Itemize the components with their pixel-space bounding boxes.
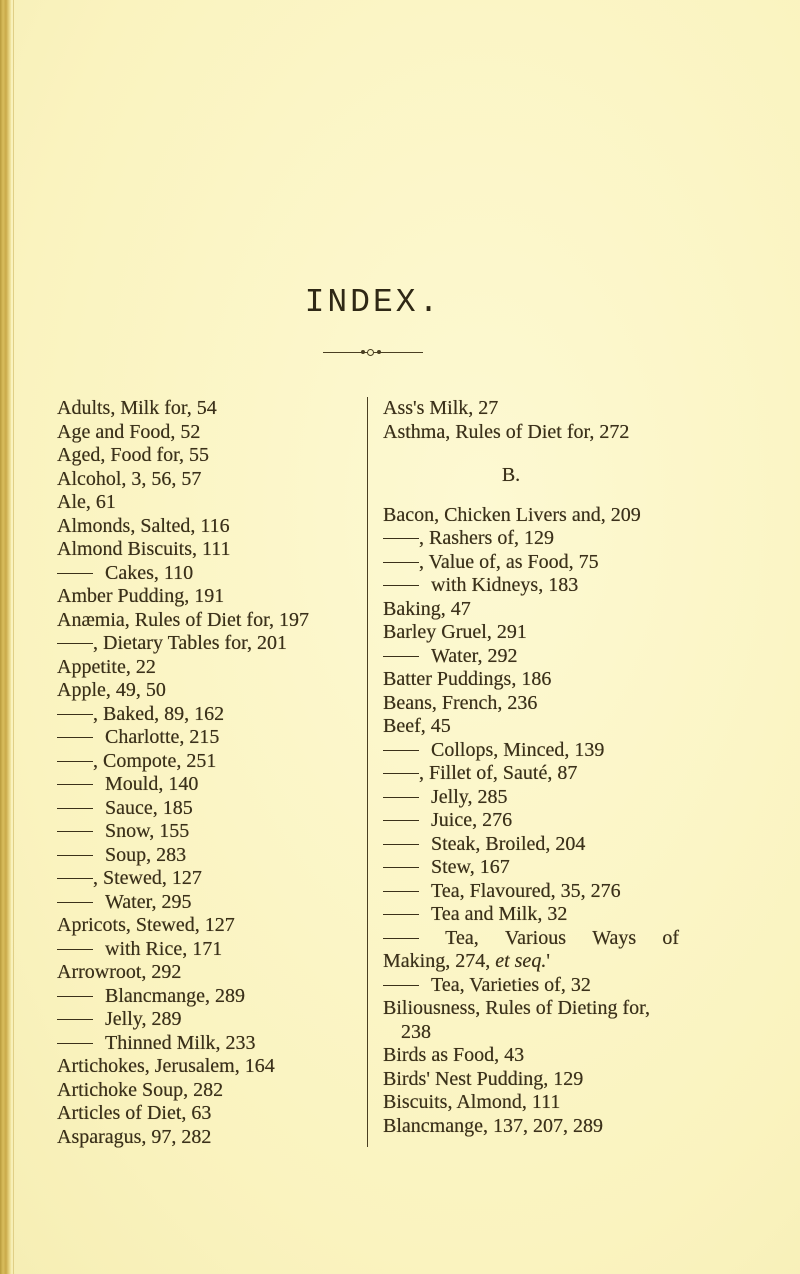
entry-word: Tea, <box>445 926 479 949</box>
entry-text: Sauce, 185 <box>105 796 193 819</box>
index-entry <box>383 527 679 551</box>
ditto-dash <box>383 773 419 774</box>
ditto-dash <box>57 808 93 809</box>
index-entry <box>383 739 679 763</box>
ditto-dash <box>57 878 93 879</box>
ditto-dash <box>383 820 419 821</box>
entry-text: with Kidneys, 183 <box>431 574 579 596</box>
entry-text: Aged, Food for, 55 <box>57 444 209 466</box>
ditto-dash <box>383 844 419 845</box>
index-entry <box>383 997 679 1021</box>
entry-text: Almond Biscuits, 111 <box>57 538 231 560</box>
entry-text: Apricots, Stewed, 127 <box>57 914 235 936</box>
ditto-dash <box>383 867 419 868</box>
title-ornament <box>323 352 423 353</box>
ditto-dash <box>383 538 419 539</box>
entry-text: 238 <box>401 1020 431 1043</box>
index-entry <box>383 809 679 833</box>
index-entry <box>57 562 357 586</box>
index-entry <box>57 656 357 680</box>
entry-text: Collops, Minced, 139 <box>431 738 605 761</box>
index-entry <box>383 1091 679 1115</box>
entry-text: with Rice, 171 <box>105 937 223 960</box>
entry-text: Biscuits, Almond, 111 <box>383 1091 561 1113</box>
entry-text: Asthma, Rules of Diet for, 272 <box>383 420 630 443</box>
index-entry <box>57 844 357 868</box>
index-entry <box>57 1032 357 1056</box>
index-entry <box>383 974 679 998</box>
index-entry <box>383 504 679 528</box>
index-entry <box>383 762 679 786</box>
entry-word: Ways <box>592 926 637 949</box>
entry-text: Tea, Flavoured, 35, 276 <box>431 879 621 902</box>
entry-text: Tea, Varieties of, 32 <box>431 973 591 996</box>
ditto-dash <box>383 750 419 751</box>
entry-text: Jelly, 289 <box>105 1008 182 1030</box>
ditto-dash <box>57 643 93 644</box>
entry-text: Batter Puddings, 186 <box>383 668 552 690</box>
index-column-left <box>57 397 357 1149</box>
ditto-dash <box>57 831 93 832</box>
index-entry <box>383 927 679 951</box>
index-entry <box>383 1044 679 1068</box>
ditto-dash <box>57 784 93 785</box>
index-entry <box>383 692 679 716</box>
entry-text: Water, 292 <box>431 644 518 667</box>
index-entry <box>383 397 679 421</box>
index-entry <box>57 797 357 821</box>
entry-text: Charlotte, 215 <box>105 726 220 748</box>
index-entry <box>57 914 357 938</box>
index-entry <box>57 538 357 562</box>
index-entry <box>383 950 679 974</box>
index-entry <box>57 961 357 985</box>
index-entry <box>383 421 679 445</box>
index-entry <box>383 1115 679 1139</box>
index-entry <box>383 598 679 622</box>
entry-text: Asparagus, 97, 282 <box>57 1125 212 1148</box>
ditto-dash <box>383 938 419 939</box>
index-entry <box>57 515 357 539</box>
index-entry <box>57 1126 357 1150</box>
index-entry <box>383 551 679 575</box>
ditto-dash <box>57 737 93 738</box>
index-column-right <box>383 397 679 1138</box>
entry-text: B. <box>501 464 521 486</box>
entry-text: Cakes, 110 <box>105 561 194 584</box>
entry-text: Thinned Milk, 233 <box>105 1031 256 1054</box>
ditto-dash <box>57 761 93 762</box>
entry-text: Artichoke Soup, 282 <box>57 1078 224 1101</box>
entry-text: , Baked, 89, 162 <box>93 702 225 725</box>
entry-text: Appetite, 22 <box>57 655 156 678</box>
index-entry <box>57 985 357 1009</box>
entry-text: Ale, 61 <box>57 491 116 513</box>
ditto-dash <box>383 914 419 915</box>
index-entry <box>383 856 679 880</box>
ditto-dash <box>383 585 419 586</box>
index-entry <box>383 833 679 857</box>
index-entry <box>383 668 679 692</box>
entry-text: Apple, 49, 50 <box>57 679 166 701</box>
index-entry <box>57 703 357 727</box>
index-entry <box>383 621 679 645</box>
section-heading <box>383 464 679 488</box>
entry-text: Arrowroot, 292 <box>57 961 182 983</box>
index-entry <box>383 645 679 669</box>
entry-word: of <box>662 926 679 949</box>
ditto-dash <box>383 891 419 892</box>
index-entry <box>57 1079 357 1103</box>
entry-text: Blancmange, 137, 207, 289 <box>383 1114 603 1137</box>
entry-text: Blancmange, 289 <box>105 984 245 1007</box>
index-entry <box>57 891 357 915</box>
entry-text: Making, 274, <box>383 950 496 972</box>
column-divider <box>367 397 368 1147</box>
index-entry <box>57 585 357 609</box>
ditto-dash <box>57 902 93 903</box>
index-entry <box>57 867 357 891</box>
entry-text: Beef, 45 <box>383 715 451 737</box>
index-entry <box>57 773 357 797</box>
entry-text: Birds' Nest Pudding, 129 <box>383 1067 584 1090</box>
entry-italic: et seq. <box>495 950 547 972</box>
index-entry <box>57 444 357 468</box>
ditto-dash <box>57 714 93 715</box>
ditto-dash <box>383 656 419 657</box>
index-entry <box>57 609 357 633</box>
entry-text: Water, 295 <box>105 890 192 913</box>
entry-text: Bacon, Chicken Livers and, 209 <box>383 503 641 526</box>
index-entry <box>383 1068 679 1092</box>
ditto-dash <box>383 985 419 986</box>
entry-text: , Compote, 251 <box>93 749 217 772</box>
entry-text: Juice, 276 <box>431 809 513 831</box>
ornament-circle <box>367 349 374 356</box>
ditto-dash <box>383 562 419 563</box>
index-entry <box>57 632 357 656</box>
entry-text: Birds as Food, 43 <box>383 1044 525 1066</box>
entry-text: Jelly, 285 <box>431 785 508 808</box>
entry-text: Stew, 167 <box>431 856 510 878</box>
entry-text: Barley Gruel, 291 <box>383 621 527 643</box>
index-entry <box>383 903 679 927</box>
entry-text: Age and Food, 52 <box>57 420 201 443</box>
entry-text: Alcohol, 3, 56, 57 <box>57 467 202 490</box>
page-edge-line <box>13 0 14 1274</box>
index-entry <box>57 468 357 492</box>
entry-text: Biliousness, Rules of Dieting for, <box>383 997 650 1019</box>
index-entry <box>383 1021 679 1045</box>
entry-text: Artichokes, Jerusalem, 164 <box>57 1055 275 1077</box>
index-entry <box>383 574 679 598</box>
index-entry <box>57 938 357 962</box>
entry-text: Anæmia, Rules of Diet for, 197 <box>57 608 309 631</box>
page-title: INDEX. <box>304 284 442 321</box>
index-entry <box>383 880 679 904</box>
index-entry <box>57 726 357 750</box>
ditto-dash <box>57 573 93 574</box>
index-entry <box>57 750 357 774</box>
ornament-dot <box>361 350 365 354</box>
entry-text: Tea and Milk, 32 <box>431 903 568 925</box>
index-entry <box>57 1008 357 1032</box>
entry-text: Almonds, Salted, 116 <box>57 514 230 537</box>
ornament-dot <box>377 350 381 354</box>
entry-text: , Dietary Tables for, 201 <box>93 632 288 654</box>
ditto-dash <box>57 949 93 950</box>
entry-text: Ass's Milk, 27 <box>383 397 499 419</box>
entry-text: Soup, 283 <box>105 843 187 866</box>
index-entry <box>57 491 357 515</box>
index-entry <box>57 397 357 421</box>
entry-text: , Rashers of, 129 <box>419 527 554 549</box>
entry-text: , Fillet of, Sauté, 87 <box>419 762 578 784</box>
ditto-dash <box>57 1043 93 1044</box>
entry-text: Articles of Diet, 63 <box>57 1102 212 1124</box>
entry-text: Snow, 155 <box>105 820 190 842</box>
index-entry <box>383 715 679 739</box>
ditto-dash <box>57 1019 93 1020</box>
entry-text: Beans, French, 236 <box>383 691 538 714</box>
index-entry <box>383 786 679 810</box>
index-entry <box>57 421 357 445</box>
book-binding-edge <box>0 0 11 1274</box>
ditto-dash <box>383 797 419 798</box>
entry-tail: ' <box>546 950 550 972</box>
entry-word: Various <box>504 926 567 949</box>
index-entry <box>57 1102 357 1126</box>
ditto-dash <box>57 996 93 997</box>
entry-text: , Stewed, 127 <box>93 867 202 889</box>
entry-text: Steak, Broiled, 204 <box>431 832 586 855</box>
entry-text: , Value of, as Food, 75 <box>419 550 599 573</box>
entry-text: Amber Pudding, 191 <box>57 585 225 607</box>
entry-text: Baking, 47 <box>383 597 471 620</box>
entry-text: Mould, 140 <box>105 773 199 795</box>
entry-text: Adults, Milk for, 54 <box>57 397 217 419</box>
index-entry <box>57 820 357 844</box>
index-entry <box>57 1055 357 1079</box>
ditto-dash <box>57 855 93 856</box>
index-entry <box>57 679 357 703</box>
